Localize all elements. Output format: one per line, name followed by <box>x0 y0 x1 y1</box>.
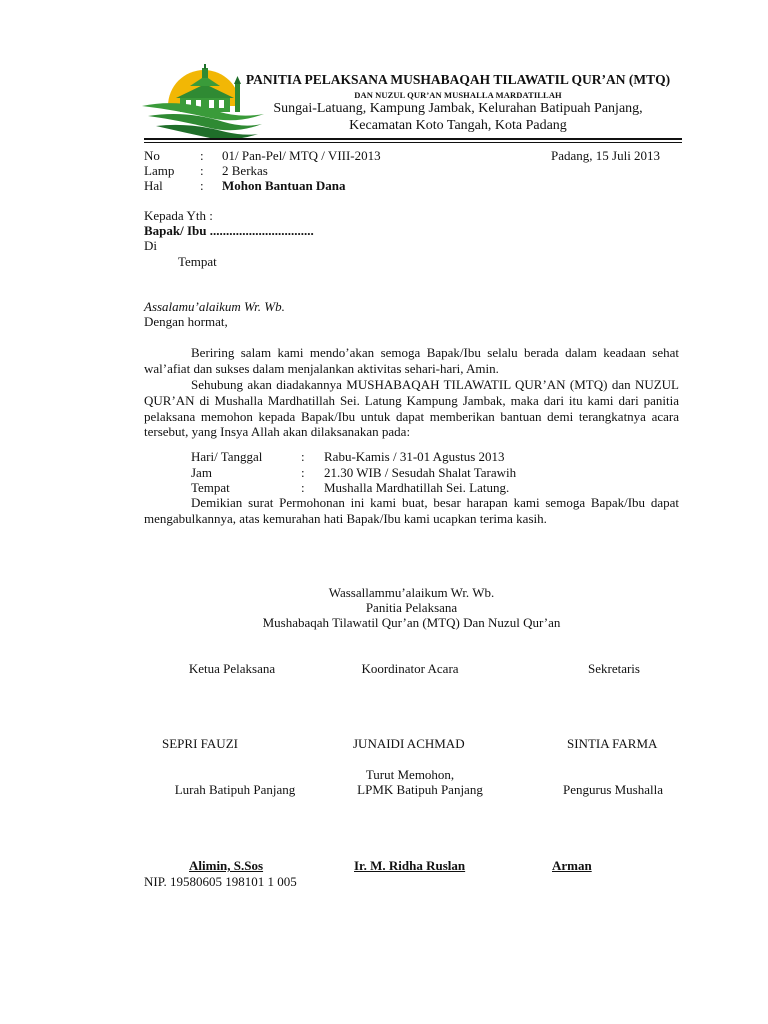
letter-subject: Mohon Bantuan Dana <box>222 178 346 193</box>
lamp-label: Lamp <box>144 163 175 178</box>
role-lpmk: LPMK Batipuh Panjang <box>357 782 483 797</box>
schedule-day-value: Rabu-Kamis / 31-01 Agustus 2013 <box>324 449 505 464</box>
schedule-time-label: Jam <box>191 465 212 480</box>
recipient-di: Di <box>144 238 157 253</box>
body-paragraph-1 <box>144 345 679 377</box>
letter-number: 01/ Pan-Pel/ MTQ / VIII-2013 <box>222 148 381 163</box>
role-pengurus: Pengurus Mushalla <box>562 782 664 797</box>
place-date: Padang, 15 Juli 2013 <box>551 148 661 163</box>
recipient-name: Bapak/ Ibu ................................ <box>144 223 314 238</box>
header-divider-thick <box>144 138 682 140</box>
recipient-tempat: Tempat <box>178 254 217 269</box>
letterhead-address-line1: Sungai-Latuang, Kampung Jambak, Kelurahan Batipuah Panjang, <box>273 101 643 116</box>
recipient-greeting: Kepada Yth : <box>144 208 213 223</box>
body-paragraph-2-text: Sehubung akan diadakannya MUSHABAQAH TILAWATIL QUR’AN (MTQ) dan NUZUL QUR’AN di Mushalla Mardhatillah Sei. Latung Kampung Jambak, maka dari itu kami dari panitia pelaksana memohon kepada Bapak/Ibu untuk dapat memberikan bantuan demi terangkatnya acara tersebut, yang Insya Allah akan dilaksanakan pada: <box>144 377 679 440</box>
turut-memohon: Turut Memohon, <box>365 767 455 782</box>
name-lurah: Alimin, S.Sos <box>189 858 264 873</box>
lamp-value: 2 Berkas <box>222 163 268 178</box>
role-ketua: Ketua Pelaksana <box>188 661 276 676</box>
name-pengurus: Arman <box>552 858 592 873</box>
role-lurah: Lurah Batipuh Panjang <box>174 782 296 797</box>
role-sekretaris: Sekretaris <box>588 661 640 676</box>
closing-event-name: Mushabaqah Tilawatil Qur’an (MTQ) Dan Nuzul Qur’an <box>262 615 561 630</box>
closing-committee: Panitia Pelaksana <box>365 600 458 615</box>
schedule-time-sep: : <box>301 465 305 480</box>
schedule-day-sep: : <box>301 449 305 464</box>
name-sekretaris: SINTIA FARMA <box>567 736 658 751</box>
body-paragraph-1-text: Beriring salam kami mendo’akan semoga Bapak/Ibu selalu berada dalam keadaan sehat wal’afiat dan sukses dalam menjalankan aktivitas sehari-hari, Amin. <box>144 345 679 376</box>
body-paragraph-2 <box>144 377 679 440</box>
schedule-place-label: Tempat <box>191 480 230 495</box>
schedule-time-value: 21.30 WIB / Sesudah Shalat Tarawih <box>324 465 517 480</box>
letterhead-title: PANITIA PELAKSANA MUSHABAQAH TILAWATIL QUR’AN (MTQ) <box>245 72 671 87</box>
name-lpmk: Ir. M. Ridha Ruslan <box>354 858 466 873</box>
nip-lurah: NIP. 19580605 198101 1 005 <box>144 874 297 889</box>
salam-closing: Wassallammu’alaikum Wr. Wb. <box>328 585 495 600</box>
header-divider-thin <box>144 142 682 143</box>
salam-opening: Assalamu’alaikum Wr. Wb. <box>144 299 285 314</box>
letterhead-address-line2: Kecamatan Koto Tangah, Kota Padang <box>349 118 567 133</box>
body-paragraph-3 <box>144 495 679 527</box>
body-paragraph-3-text: Demikian surat Permohonan ini kami buat, besar harapan kami semoga Bapak/Ibu dapat mengabulkannya, atas kemurahan hati Bapak/Ibu kami ucapkan terima kasih. <box>144 495 679 526</box>
schedule-place-value: Mushalla Mardhatillah Sei. Latung. <box>324 480 510 495</box>
name-ketua: SEPRI FAUZI <box>162 736 238 751</box>
no-separator: : <box>200 148 204 163</box>
schedule-day-label: Hari/ Tanggal <box>191 449 263 464</box>
role-koordinator: Koordinator Acara <box>361 661 459 676</box>
hal-label: Hal <box>144 178 163 193</box>
lamp-separator: : <box>200 163 204 178</box>
schedule-place-sep: : <box>301 480 305 495</box>
dengan-hormat: Dengan hormat, <box>144 314 228 329</box>
hal-separator: : <box>200 178 204 193</box>
no-label: No <box>144 148 160 163</box>
name-koordinator: JUNAIDI ACHMAD <box>353 736 465 751</box>
letterhead-subtitle: DAN NUZUL QUR’AN MUSHALLA MARDATILLAH <box>354 90 562 100</box>
